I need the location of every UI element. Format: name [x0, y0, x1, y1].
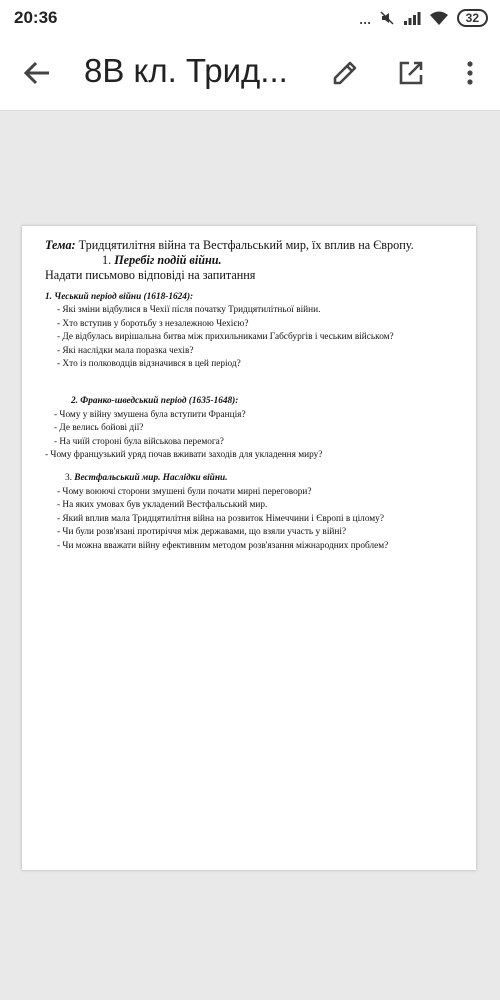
signal-icon: [403, 10, 421, 26]
instruction-text: Надати письмово відповіді на запитання: [45, 268, 256, 282]
section2-item: - Чому французький уряд почав вживати заходів для укладення миру?: [45, 450, 323, 461]
wifi-icon: [429, 10, 449, 26]
section3-item: - Чи можна вважати війну ефективним методом розв'язання міжнародних проблем?: [57, 540, 389, 551]
topic-text: Тридцятилітня війна та Вестфальський мир, їх вплив на Європу.: [75, 238, 414, 252]
section1-item: - Які зміни відбулися в Чехії після початку Тридцятилітньої війни.: [57, 305, 321, 316]
section3-number: 3.: [65, 473, 75, 484]
app-bar: [0, 36, 500, 111]
mute-icon: [379, 10, 395, 26]
status-icons: [359, 8, 488, 28]
status-bar: [0, 0, 500, 36]
point1-heading: [45, 253, 465, 268]
notification-dots: ...: [358, 8, 371, 28]
section2-item: - Чому у війну змушена була вступити Франція?: [54, 409, 246, 420]
more-vert-icon[interactable]: [455, 58, 485, 88]
document-title: 8В кл. Трид...: [84, 52, 288, 89]
point1-number: 1.: [102, 253, 115, 267]
status-time: 20:36: [14, 8, 58, 27]
section2-title: 2. Франко-шведський період (1635-1648):: [71, 396, 239, 407]
section1-item: - Хто вступив у боротьбу з незалежною Чехією?: [57, 318, 249, 329]
section3-item: - Який вплив мала Тридцятилітня війна на розвиток Німеччини і Європі в цілому?: [57, 513, 384, 524]
document-page[interactable]: [22, 226, 476, 870]
section1-item: - Де відбулась вирішальна битва між прихильниками Габсбургів і чеським військом?: [57, 332, 394, 343]
section3-item: - Чому воюючі сторони змушені були почати мирні переговори?: [57, 486, 312, 497]
document-content: [45, 238, 465, 553]
section2-item: - Де велись бойові дії?: [54, 423, 144, 434]
section3-title: Вестфальський мир. Наслідки війни.: [74, 473, 228, 484]
back-arrow-icon[interactable]: [22, 58, 52, 88]
section3-heading: [45, 472, 465, 485]
section1-title: 1. Чеський період війни (1618-1624):: [45, 292, 194, 302]
open-external-icon[interactable]: [396, 58, 426, 88]
section1-item: - Хто із полководців відзначився в цей період?: [57, 359, 241, 370]
section1-item: - Які наслідки мала поразка чехів?: [57, 345, 194, 356]
section3-item: - Чи були розв'язані протиріччя між державами, що взяли участь у війні?: [57, 527, 347, 538]
battery-icon: 32: [457, 9, 488, 27]
section3-item: - На яких умовах був укладений Вестфальський мир.: [57, 500, 268, 511]
section2-item: - На чиїй стороні була військова перемога?: [54, 436, 224, 447]
topic-label: Тема:: [45, 238, 76, 252]
edit-pencil-icon[interactable]: [330, 58, 360, 88]
topic-line: [45, 238, 465, 253]
point1-title: Перебіг подій війни.: [114, 253, 222, 267]
